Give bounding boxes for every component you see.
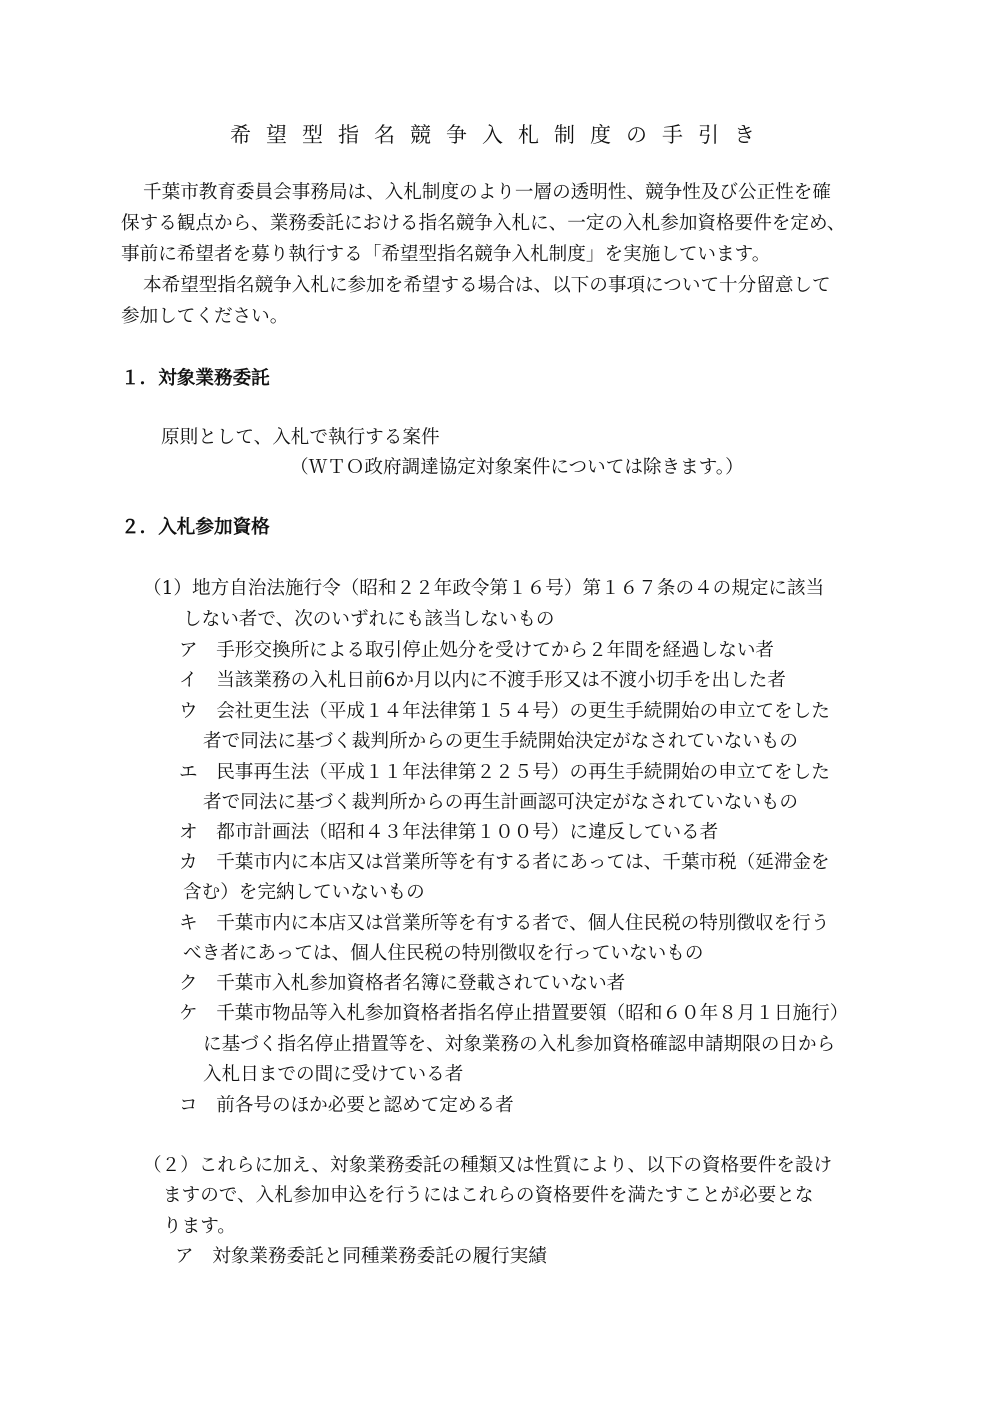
item-1-sub-e-line-1: エ 民事再生法（平成１１年法律第２２５号）の再生手続開始の申立てをした [179,762,830,783]
item-1-line-2: しない者で、次のいずれにも該当しないもの [183,609,555,630]
item-1-sub-ke-line-2: に基づく指名停止措置等を、対象業務の入札参加資格確認申請期限の日から [203,1034,836,1055]
item-1-sub-a: ア 手形交換所による取引停止処分を受けてから２年間を経過しない者 [179,640,775,661]
item-1-sub-ke-line-1: ケ 千葉市物品等入札参加資格者指名停止措置要領（昭和６０年８月１日施行） [179,1003,849,1024]
section-1-body: 原則として、入札で執行する案件 [161,427,440,448]
item-2-line-1: （２）これらに加え、対象業務委託の種類又は性質により、以下の資格要件を設け [143,1155,833,1176]
item-1-sub-ki-line-2: べき者にあっては、個人住民税の特別徴収を行っていないもの [183,943,704,964]
intro-paragraph-1-line-2: 保する観点から、業務委託における指名競争入札に、一定の入札参加資格要件を定め、 [121,213,846,234]
section-1-note: （ＷＴＯ政府調達協定対象案件については除きます。） [290,457,744,478]
section-2-heading: ２．入札参加資格 [121,517,270,538]
document-title: 希望型指名競争入札制度の手引き [230,123,770,147]
item-1-sub-ke-line-3: 入札日までの間に受けている者 [203,1064,464,1085]
item-1-sub-u-line-1: ウ 会社更生法（平成１４年法律第１５４号）の更生手続開始の申立てをした [179,701,830,722]
intro-paragraph-2-line-1: 本希望型指名競争入札に参加を希望する場合は、以下の事項について十分留意して [143,275,831,296]
item-1-sub-u-line-2: 者で同法に基づく裁判所からの更生手続開始決定がなされていないもの [203,731,799,752]
item-1-line-1: （1）地方自治法施行令（昭和２２年政令第１６号）第１６７条の４の規定に該当 [143,578,825,599]
item-1-sub-e-line-2: 者で同法に基づく裁判所からの再生計画認可決定がなされていないもの [203,792,799,813]
item-2-line-3: ります。 [163,1216,236,1237]
item-1-sub-o: オ 都市計画法（昭和４３年法律第１００号）に違反している者 [179,822,719,843]
intro-paragraph-2-line-2: 参加してください。 [121,306,289,327]
intro-paragraph-1-line-3: 事前に希望者を募り執行する「希望型指名競争入札制度」を実施しています。 [121,244,771,265]
item-1-sub-i: イ 当該業務の入札日前6か月以内に不渡手形又は不渡小切手を出した者 [179,670,786,691]
item-2-line-2: ますので、入札参加申込を行うにはこれらの資格要件を満たすことが必要とな [163,1185,814,1206]
intro-paragraph-1-line-1: 千葉市教育委員会事務局は、入札制度のより一層の透明性、競争性及び公正性を確 [143,182,831,203]
section-1-heading: １．対象業務委託 [121,368,270,389]
item-2-sub-a: ア 対象業務委託と同種業務委託の履行実績 [175,1246,547,1267]
item-1-sub-ka-line-2: 含む）を完納していないもの [183,882,425,903]
item-1-sub-ku: ク 千葉市入札参加資格者名簿に登載されていない者 [179,973,626,994]
item-1-sub-ka-line-1: カ 千葉市内に本店又は営業所等を有する者にあっては、千葉市税（延滞金を [179,852,830,873]
item-1-sub-ki-line-1: キ 千葉市内に本店又は営業所等を有する者で、個人住民税の特別徴収を行う [179,913,830,934]
item-1-sub-ko: コ 前各号のほか必要と認めて定める者 [179,1095,514,1116]
